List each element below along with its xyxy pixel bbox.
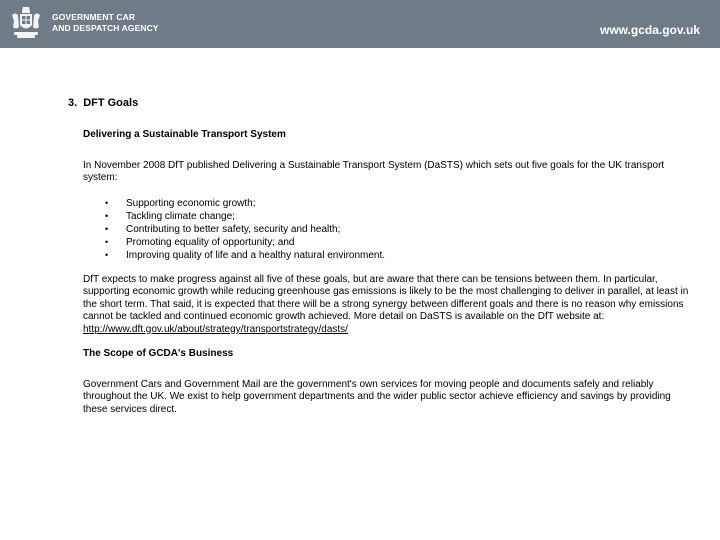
agency-name-line2: AND DESPATCH AGENCY [52,23,159,33]
agency-name-line1: GOVERNMENT CAR [52,12,136,22]
dasts-body [83,274,693,337]
dasts-body-text: DfT expects to make progress against all five of these goals, but are aware that there can be tensions between them. In particular, supporting economic growth while reducing greenhouse gas emissions is likely to be the most challenging to deliver in parallel, at least in the short term. That said, it is expected that there will be a strong synergy between different goals and there is no reason why emissions cannot be tackled and continued economic growth achieved. More detail on DaSTS is available on the DfT website at: [83,273,689,322]
section-title: DFT Goals [83,97,139,109]
goal-item [83,236,693,249]
bullet-icon: • [105,249,109,260]
dasts-heading: Delivering a Sustainable Transport System [83,129,286,140]
goal-text: Improving quality of life and a healthy natural environment. [126,249,386,261]
agency-name [52,12,212,34]
section-heading [68,97,138,109]
royal-coat-of-arms-icon [8,5,44,41]
site-url: www.gcda.gov.uk [599,23,700,37]
goal-text: Tackling climate change; [126,210,235,222]
header-banner [0,0,720,48]
bullet-icon: • [105,210,109,221]
goal-text: Contributing to better safety, security and health; [126,223,341,235]
document-body [83,129,693,428]
bullet-icon: • [105,223,109,234]
dasts-link[interactable]: http://www.dft.gov.uk/about/strategy/transportstrategy/dasts/ [83,323,348,335]
goal-text: Supporting economic growth; [126,197,256,209]
goal-item [83,249,693,262]
dasts-intro: In November 2008 DfT published Delivering a Sustainable Transport System (DaSTS) which sets out five goals for the UK transport system: [83,159,665,183]
goal-item [83,210,693,223]
goal-item [83,223,693,236]
scope-heading: The Scope of GCDA's Business [83,348,234,359]
bullet-icon: • [105,236,109,247]
goal-text: Promoting equality of opportunity; and [126,236,295,248]
goal-item [83,197,693,210]
section-number: 3. [68,97,78,109]
scope-body: Government Cars and Government Mail are the government's own services for moving people and documents safely and reliably throughout the UK. We exist to help government departments and the wider public sector achieve efficiency and savings by providing these services direct. [83,378,671,415]
bullet-icon: • [105,197,109,208]
goals-list [83,197,693,262]
